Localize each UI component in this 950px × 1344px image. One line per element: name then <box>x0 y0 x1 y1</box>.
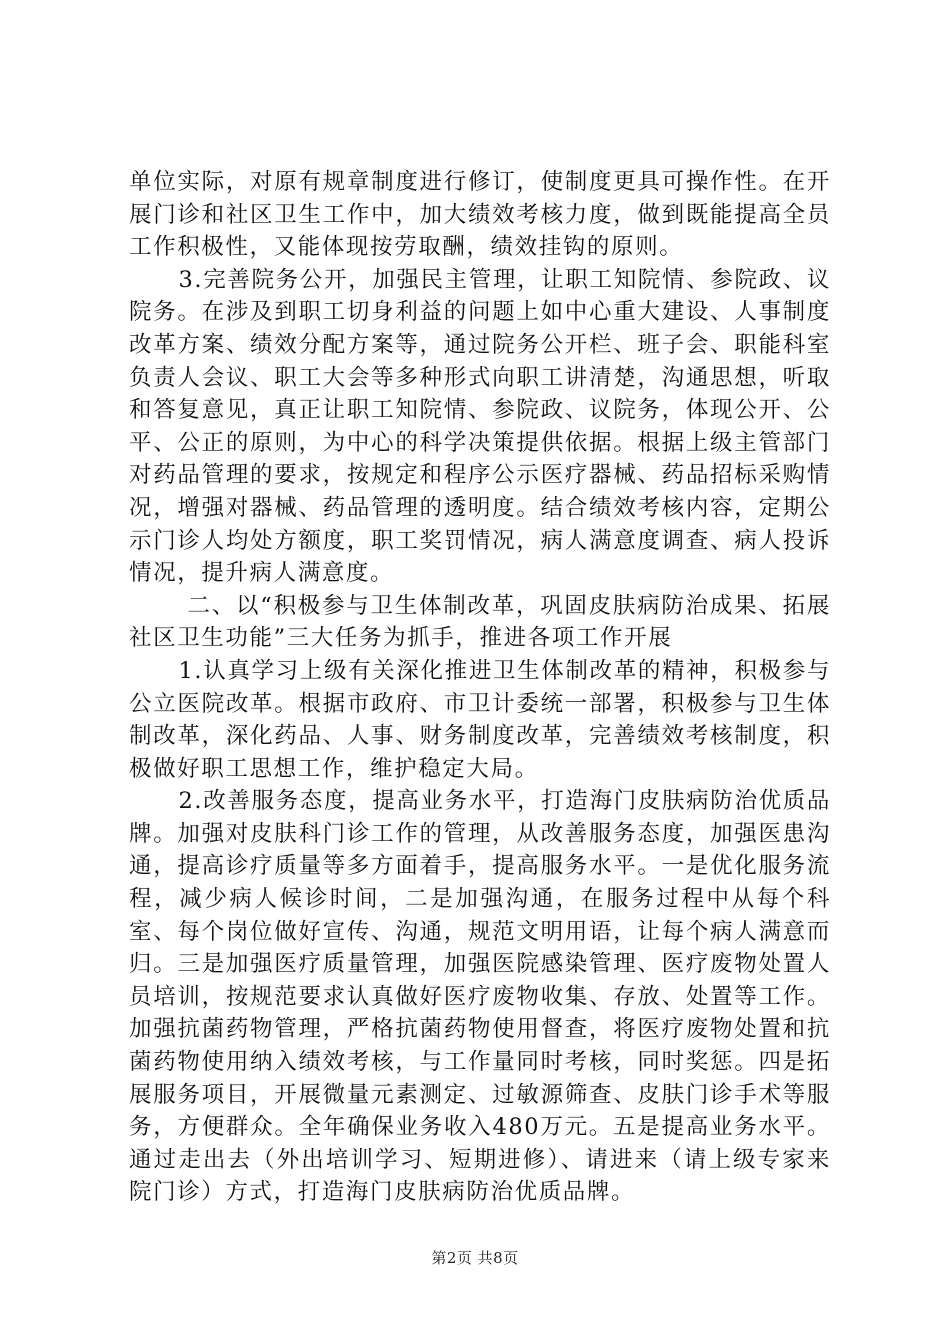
paragraph-item-1: 1.认真学习上级有关深化推进卫生体制改革的精神，积极参与公立医院改革。根据市政府、市卫计委统一部署，积极参与卫生体制改革，深化药品、人事、财务制度改革，完善绩效考核制度，积极做好职工思想工作，维护稳定大局。 <box>129 657 831 782</box>
paragraph-item-2: 2.改善服务态度，提高业务水平，打造海门皮肤病防治优质品牌。加强对皮肤科门诊工作的管理，从改善服务态度，加强医患沟通，提高诊疗质量等多方面着手，提高服务水平。一是优化服务流程，减少病人候诊时间，二是加强沟通，在服务过程中从每个科室、每个岗位做好宣传、沟通，规范文明用语，让每个病人满意而归。三是加强医疗质量管理，加强医院感染管理、医疗废物处置人员培训，按规范要求认真做好医疗废物收集、存放、处置等工作。加强抗菌药物管理，严格抗菌药物使用督查，将医疗废物处置和抗菌药物使用纳入绩效考核，与工作量同时考核，同时奖惩。四是拓展服务项目，开展微量元素测定、过敏源筛查、皮肤门诊手术等服务，方便群众。全年确保业务收入480万元。五是提高业务水平。通过走出去（外出培训学习、短期进修）、请进来（请上级专家来院门诊）方式，打造海门皮肤病防治优质品牌。 <box>129 788 831 1206</box>
paragraph-continuation: 单位实际，对原有规章制度进行修订，使制度更具可操作性。在开展门诊和社区卫生工作中，加大绩效考核力度，做到既能提高全员工作积极性，又能体现按劳取酬，绩效挂钩的原则。 <box>129 169 831 261</box>
document-body <box>129 166 831 1209</box>
page-number-footer: 第2页 共8页 <box>431 1249 519 1267</box>
paragraph-item-3: 3.完善院务公开，加强民主管理，让职工知院情、参院政、议院务。在涉及到职工切身利益的问题上如中心重大建设、人事制度改革方案、绩效分配方案等，通过院务公开栏、班子会、职能科室负责人会议、职工大会等多种形式向职工讲清楚，沟通思想，听取和答复意见，真正让职工知院情、参院政、议院务，体现公开、公平、公正的原则，为中心的科学决策提供依据。根据上级主管部门对药品管理的要求，按规定和程序公示医疗器械、药品招标采购情况，增强对器械、药品管理的透明度。结合绩效考核内容，定期公示门诊人均处方额度，职工奖罚情况，病人满意度调查、病人投诉情况，提升病人满意度。 <box>129 266 831 587</box>
section-heading-2: 二、以“积极参与卫生体制改革，巩固皮肤病防治成果、拓展社区卫生功能”三大任务为抓手，推进各项工作开展 <box>129 592 831 652</box>
